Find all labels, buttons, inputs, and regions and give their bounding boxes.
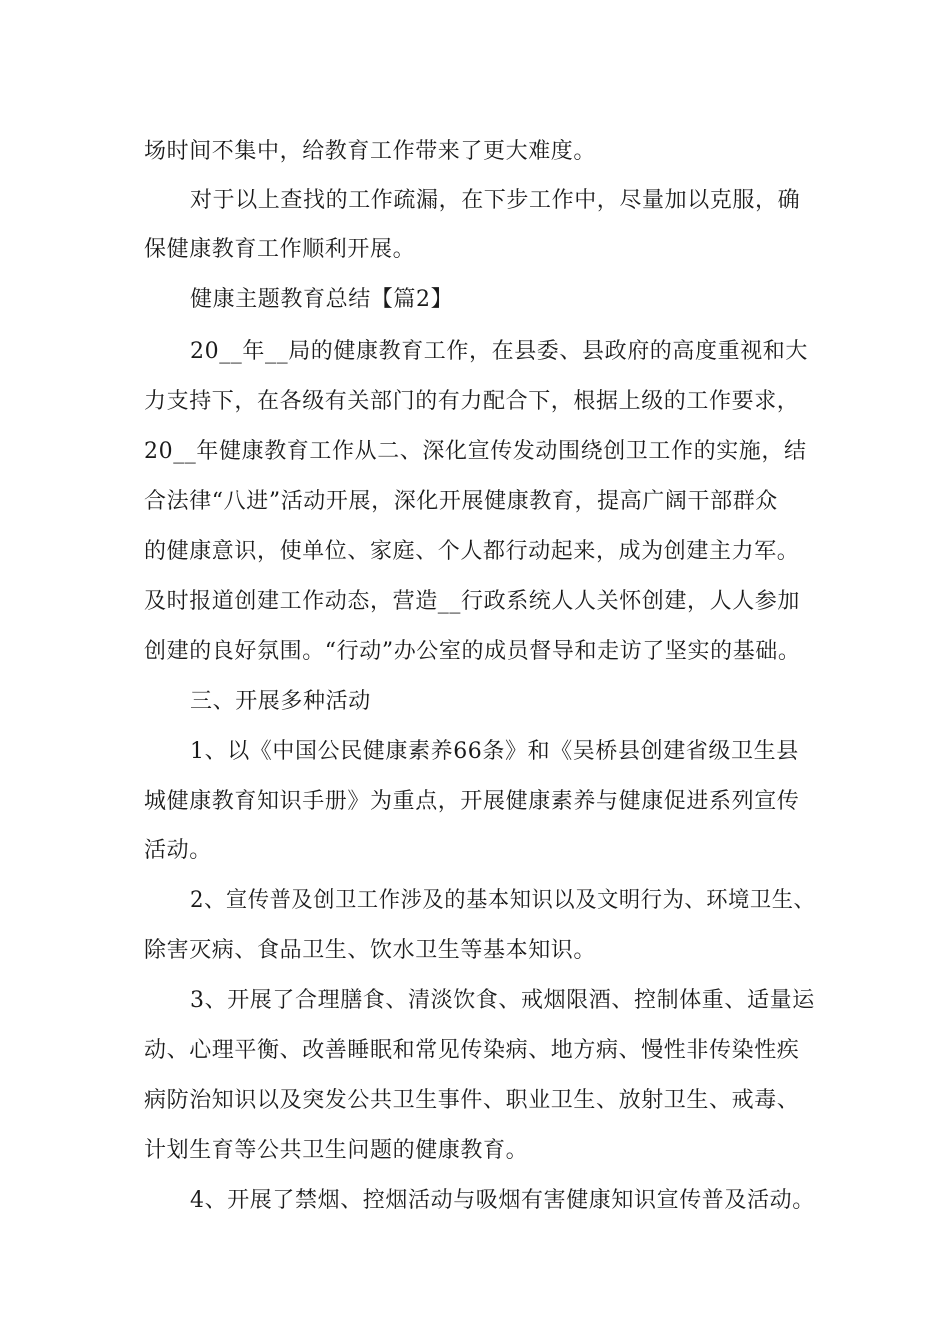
paragraph-line: 20__年__局的健康教育工作，在县委、县政府的高度重视和大 <box>190 339 808 364</box>
section-heading: 健康主题教育总结【篇2】 <box>190 287 454 312</box>
paragraph-line: 动、心理平衡、改善睡眠和常见传染病、地方病、慢性非传染性疾 <box>144 1038 800 1063</box>
section-heading: 三、开展多种活动 <box>190 689 371 714</box>
paragraph-line: 及时报道创建工作动态，营造__行政系统人人关怀创建，人人参加 <box>144 589 801 614</box>
paragraph-line: 除害灭病、食品卫生、饮水卫生等基本知识。 <box>144 938 597 963</box>
paragraph-line: 力支持下，在各级有关部门的有力配合下，根据上级的工作要求， <box>144 389 800 414</box>
paragraph-line: 保健康教育工作顺利开展。 <box>144 237 416 262</box>
paragraph-line: 2、宣传普及创卫工作涉及的基本知识以及文明行为、环境卫生、 <box>190 888 816 913</box>
paragraph-line: 1、以《中国公民健康素养66条》和《吴桥县创建省级卫生县 <box>190 739 799 764</box>
paragraph-line: 的健康意识，使单位、家庭、个人都行动起来，成为创建主力军。 <box>144 539 800 564</box>
paragraph-line: 创建的良好氛围。“行动”办公室的成员督导和走访了坚实的基础。 <box>144 639 801 664</box>
paragraph-line: 病防治知识以及突发公共卫生事件、职业卫生、放射卫生、戒毒、 <box>144 1088 800 1113</box>
paragraph-line: 场时间不集中，给教育工作带来了更大难度。 <box>144 139 597 164</box>
paragraph-line: 合法律“八进”活动开展，深化开展健康教育，提高广阔干部群众 <box>144 489 778 514</box>
paragraph-line: 20__年健康教育工作从二、深化宣传发动围绕创卫工作的实施，结 <box>144 439 807 464</box>
paragraph-line: 3、开展了合理膳食、清淡饮食、戒烟限酒、控制体重、适量运 <box>190 988 815 1013</box>
paragraph-line: 城健康教育知识手册》为重点，开展健康素养与健康促进系列宣传 <box>144 789 800 814</box>
paragraph-line: 活动。 <box>144 838 212 863</box>
paragraph-line: 4、开展了禁烟、控烟活动与吸烟有害健康知识宣传普及活动。 <box>190 1188 815 1213</box>
paragraph-line: 计划生育等公共卫生问题的健康教育。 <box>144 1138 529 1163</box>
paragraph-line: 对于以上查找的工作疏漏，在下步工作中，尽量加以克服，确 <box>190 188 801 213</box>
